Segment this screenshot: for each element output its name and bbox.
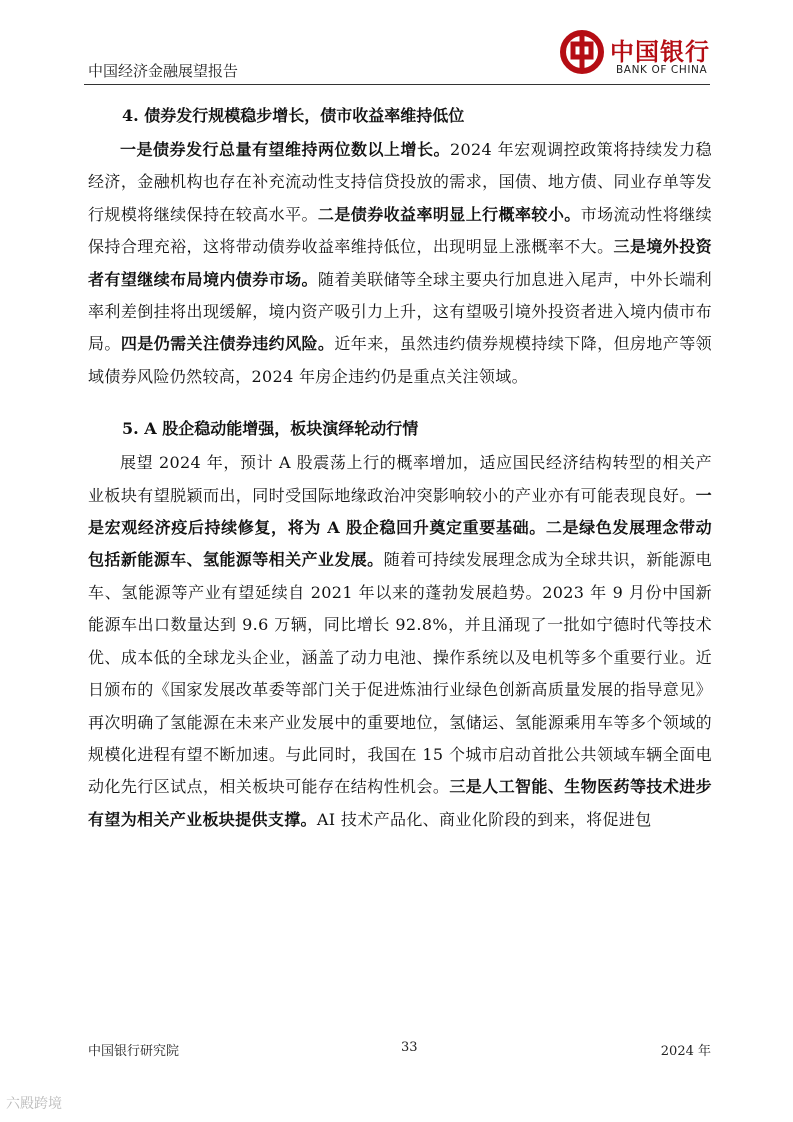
footer-institute: 中国银行研究院: [88, 1044, 180, 1059]
page-number: 33: [401, 1040, 418, 1055]
logo-english-text: BANK OF CHINA: [616, 64, 708, 76]
footer-year: 2024 年: [660, 1044, 711, 1059]
watermark: 六殿跨境: [6, 1096, 62, 1112]
bank-of-china-emblem-icon: [560, 30, 604, 74]
section-5-paragraph: 展望 2024 年，预计 A 股震荡上行的概率增加，适应国民经济结构转型的相关产业板块有望脱颖而出，同时受国际地缘政治冲突影响较小的产业亦有可能表现良好。一是宏观经济疫后持续修复，将为 A 股企稳回升奠定重要基础。二是绿色发展理念带动包括新能源车、氢能源等相关产业发展。随着可持续发展理念成为全球共识，新能源电车、氢能源等产业有望延续自 2021 年以来的蓬勃发展趋势。2023 年 9 月份中国新能源车出口数量达到 9.6 万辆，同比增长 92.8%，并且涌现了一批如宁德时代等技术优、成本低的全球龙头企业，涵盖了动力电池、操作系统以及电机等多个重要行业。近日颁布的《国家发展改革委等部门关于促进炼油行业绿色创新高质量发展的指导意见》再次明确了氢能源在未来产业发展中的重要地位，氢储运、氢能源乘用车等多个领域的规模化进程有望不断加速。与此同时，我国在 15 个城市启动首批公共领域车辆全面电动化先行区试点，相关板块可能存在结构性机会。三是人工智能、生物医药等技术进步有望为相关产业板块提供支撑。AI 技术产品化、商业化阶段的到来，将促进包: [88, 453, 713, 829]
section-5-heading: 5. A 股企稳动能增强，板块演绎轮动行情: [122, 419, 419, 439]
logo-chinese-text: 中国银行: [610, 37, 710, 66]
section-4-paragraph: 一是债券发行总量有望维持两位数以上增长。2024 年宏观调控政策将持续发力稳经济，金融机构也存在补充流动性支持信贷投放的需求，国债、地方债、同业存单等发行规模将继续保持在较高水平。二是债券收益率明显上行概率较小。市场流动性将继续保持合理充裕，这将带动债券收益率维持低位，出现明显上涨概率不大。三是境外投资者有望继续布局境内债券市场。随着美联储等全球主要央行加息进入尾声，中外长端利率利差倒挂将出现缓解，境内资产吸引力上升，这有望吸引境外投资者进入境内债市布局。四是仍需关注债券违约风险。近年来，虽然违约债券规模持续下降，但房地产等领域债券风险仍然较高，2024 年房企违约仍是重点关注领域。: [88, 140, 712, 386]
bank-of-china-logo: [560, 30, 720, 80]
section-4-heading: 4. 债券发行规模稳步增长，债市收益率维持低位: [122, 106, 465, 125]
report-title: 中国经济金融展望报告: [88, 62, 239, 80]
page-body: [88, 98, 712, 836]
header-divider: [84, 84, 710, 85]
